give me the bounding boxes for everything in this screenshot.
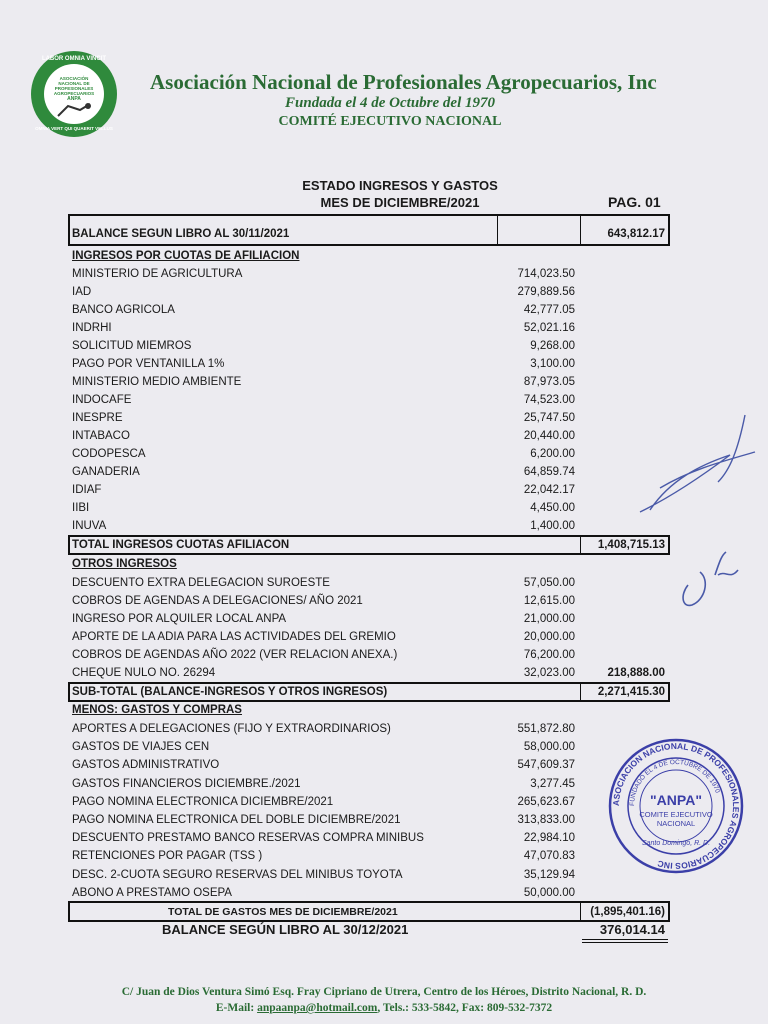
line-item-label: CODOPESCA: [72, 448, 146, 460]
line-item-label: COBROS DE AGENDAS AÑO 2022 (VER RELACION ANEXA.): [72, 649, 398, 661]
line-item-amount: 47,070.83: [523, 850, 575, 863]
line-item-amount: 50,000.00: [523, 886, 575, 899]
expenses-heading: MENOS: GASTOS Y COMPRAS: [72, 704, 242, 716]
other-income-heading: OTROS INGRESOS: [72, 558, 177, 570]
table-row: [72, 409, 667, 427]
table-row: [72, 445, 667, 463]
expenses-heading-row: [72, 701, 667, 719]
line-item-amount: 3,100.00: [530, 358, 575, 370]
footer-phones: , Tels.: 533-5842, Fax: 809-532-7372: [377, 1002, 553, 1014]
total-expenses-label: TOTAL DE GASTOS MES DE DICIEMBRE/2021: [168, 906, 398, 918]
line-item-amount: 57,050.00: [523, 577, 575, 589]
total-expenses-row: [72, 903, 667, 921]
closing-underline-1: [582, 939, 668, 940]
line-item-amount: 12,615.00: [523, 595, 575, 607]
document-title: ESTADO INGRESOS Y GASTOS: [302, 178, 498, 193]
footer-email[interactable]: anpaanpa@hotmail.com: [257, 1002, 378, 1014]
line-item-amount: 22,984.10: [523, 832, 575, 845]
footer-email-label: E-Mail:: [215, 1002, 258, 1014]
line-item-amount: 6,200.00: [530, 448, 575, 460]
total-income-row: [72, 536, 667, 554]
line-item-amount: 714,023.50: [517, 268, 575, 280]
line-item-label: INUVA: [72, 520, 107, 532]
line-item-amount: 64,859.74: [523, 466, 575, 478]
document-period: MES DE DICIEMBRE/2021: [320, 195, 480, 210]
line-item-label: IAD: [72, 286, 92, 298]
table-row: [72, 337, 667, 355]
line-item-label: DESCUENTO EXTRA DELEGACION SUROESTE: [72, 577, 330, 589]
line-item-amount: 313,833.00: [517, 814, 575, 826]
subtotal-row: [72, 683, 667, 701]
footer-address: C/ Juan de Dios Ventura Simó Esq. Fray Cipriano de Utrera, Centro de los Héroes, Distrito Nacional, R. D.: [121, 986, 647, 998]
table-row: [72, 610, 667, 628]
other-income-total: 218,888.00: [607, 667, 665, 679]
income-heading-row: [72, 247, 667, 265]
table-row: [72, 847, 667, 865]
table-row: [72, 756, 667, 774]
line-item-amount: 265,623.67: [517, 795, 575, 808]
line-item-label: INESPRE: [72, 412, 123, 424]
line-item-label: INDOCAFE: [72, 394, 132, 406]
stamp-line-2: NACIONAL: [656, 819, 696, 828]
line-item-label: CHEQUE NULO NO. 26294: [72, 667, 216, 679]
table-row: [72, 646, 667, 664]
line-item-label: GASTOS DE VIAJES CEN: [72, 741, 210, 754]
income-heading: INGRESOS POR CUOTAS DE AFILIACION: [72, 250, 300, 262]
page-number: PAG. 01: [608, 194, 661, 210]
table-row: [72, 866, 667, 884]
table-row: [72, 481, 667, 499]
table-row: [72, 391, 667, 409]
line-item-label: PAGO NOMINA ELECTRONICA DICIEMBRE/2021: [72, 795, 334, 808]
line-item-amount: 22,042.17: [523, 484, 575, 496]
line-item-label: PAGO POR VENTANILLA 1%: [72, 358, 225, 370]
line-item-label: ABONO A PRESTAMO OSEPA: [72, 886, 232, 899]
line-item-label: IDIAF: [72, 484, 102, 496]
line-item-label: GASTOS FINANCIEROS DICIEMBRE./2021: [72, 777, 301, 790]
line-item-amount: 52,021.16: [523, 322, 575, 334]
line-item-label: DESCUENTO PRESTAMO BANCO RESERVAS COMPRA MINIBUS: [72, 832, 424, 845]
line-item-amount: 4,450.00: [530, 502, 575, 514]
logo-bottom-motto: OMNIA VERT QUI QUAERIT VELLUS: [35, 126, 113, 131]
line-item-amount: 547,609.37: [517, 759, 575, 772]
organization-logo: [28, 48, 120, 140]
line-item-amount: 21,000.00: [523, 613, 575, 625]
total-income-label: TOTAL INGRESOS CUOTAS AFILIACON: [72, 539, 290, 551]
line-item-amount: 87,973.05: [523, 376, 575, 388]
line-item-amount: 42,777.05: [523, 304, 575, 316]
line-item-amount: 20,000.00: [523, 631, 575, 643]
line-item-amount: 32,023.00: [523, 667, 575, 679]
founded-line: Fundada el 4 de Octubre del 1970: [285, 95, 495, 111]
line-item-amount: 279,889.56: [517, 286, 575, 298]
table-row: [72, 793, 667, 811]
total-income-value: 1,408,715.13: [597, 539, 665, 551]
handwritten-signature: [630, 410, 768, 620]
logo-acronym: ANPA: [67, 96, 81, 102]
table-row: [72, 265, 667, 283]
line-item-label: GANADERIA: [72, 466, 140, 478]
line-item-amount: 74,523.00: [523, 394, 575, 406]
closing-balance-value: 376,014.14: [599, 922, 665, 937]
table-row: [72, 829, 667, 847]
total-expenses-value: (1,895,401.16): [590, 906, 665, 918]
table-row: [72, 499, 667, 517]
stamp-city: Santo Domingo, R. D.: [641, 840, 711, 847]
footer-contact: [0, 1002, 768, 1014]
line-item-amount: 3,277.45: [530, 777, 575, 790]
subtotal-label: SUB-TOTAL (BALANCE-INGRESOS Y OTROS INGRESOS): [72, 686, 388, 698]
opening-balance-label: BALANCE SEGUN LIBRO AL 30/11/2021: [72, 228, 290, 240]
line-item-label: MINISTERIO DE AGRICULTURA: [72, 268, 243, 280]
subtotal-value: 2,271,415.30: [597, 686, 665, 698]
organization-name: Asociación Nacional de Profesionales Agropecuarios, Inc: [150, 70, 657, 94]
table-row: [72, 427, 667, 445]
table-row: [72, 592, 667, 610]
table-row: [72, 319, 667, 337]
line-item-amount: 76,200.00: [523, 649, 575, 661]
opening-balance-value: 643,812.17: [607, 228, 665, 240]
opening-balance-row: [72, 225, 667, 243]
table-row: [72, 628, 667, 646]
table-row: [72, 720, 667, 738]
line-item-label: APORTES A DELEGACIONES (FIJO Y EXTRAORDINARIOS): [72, 723, 391, 735]
table-row: [72, 738, 667, 756]
table-row: [72, 355, 667, 373]
line-item-amount: 551,872.80: [517, 723, 575, 735]
other-income-total-row: [72, 664, 667, 682]
line-item-label: INTABACO: [72, 430, 130, 442]
table-row: [72, 373, 667, 391]
table-row: [72, 574, 667, 592]
table-row: [72, 517, 667, 535]
line-item-label: MINISTERIO MEDIO AMBIENTE: [72, 376, 242, 388]
table-row: [72, 884, 667, 902]
table-row: [72, 811, 667, 829]
line-item-label: COBROS DE AGENDAS A DELEGACIONES/ AÑO 2021: [72, 595, 363, 607]
official-stamp: [606, 736, 746, 876]
line-item-label: APORTE DE LA ADIA PARA LAS ACTIVIDADES DEL GREMIO: [72, 631, 396, 643]
line-item-amount: 20,440.00: [523, 430, 575, 442]
stamp-inner-text: FUNDADO EL 4 DE OCTUBRE DE 1970: [628, 758, 721, 807]
table-row: [72, 283, 667, 301]
line-item-amount: 1,400.00: [530, 520, 575, 532]
line-item-label: RETENCIONES POR PAGAR (TSS ): [72, 850, 263, 863]
stamp-name: "ANPA": [650, 792, 702, 808]
logo-name: ASOCIACIÓN NACIONAL DE PROFESIONALES AGROPECUARIOS: [53, 76, 95, 96]
line-item-amount: 35,129.94: [523, 868, 575, 881]
committee-line: COMITÉ EJECUTIVO NACIONAL: [278, 114, 502, 129]
line-item-amount: 25,747.50: [523, 412, 575, 424]
other-income-heading-row: [72, 555, 667, 573]
line-item-label: PAGO NOMINA ELECTRONICA DEL DOBLE DICIEMBRE/2021: [72, 814, 401, 826]
line-item-label: BANCO AGRICOLA: [72, 304, 175, 316]
line-item-amount: 9,268.00: [530, 340, 575, 352]
closing-balance-label: BALANCE SEGÚN LIBRO AL 30/12/2021: [162, 922, 409, 937]
line-item-label: DESC. 2-CUOTA SEGURO RESERVAS DEL MINIBUS TOYOTA: [72, 868, 403, 881]
closing-balance-row: [72, 921, 667, 939]
closing-underline-2: [582, 942, 668, 943]
logo-motto: LABOR OMNIA VINCIT: [41, 56, 107, 62]
table-row: [72, 301, 667, 319]
line-item-label: SOLICITUD MIEMROS: [72, 340, 192, 352]
table-row: [72, 775, 667, 793]
line-item-label: GASTOS ADMINISTRATIVO: [72, 759, 220, 772]
line-item-label: IIBI: [72, 502, 90, 514]
stamp-line-1: COMITE EJECUTIVO: [639, 810, 713, 819]
stamp-ring-text: ASOCIACION NACIONAL DE PROFESIONALES AGROPECUARIOS INC: [610, 740, 742, 872]
line-item-label: INDRHI: [72, 322, 112, 334]
table-row: [72, 463, 667, 481]
line-item-amount: 58,000.00: [523, 741, 575, 754]
line-item-label: INGRESO POR ALQUILER LOCAL ANPA: [72, 613, 287, 625]
